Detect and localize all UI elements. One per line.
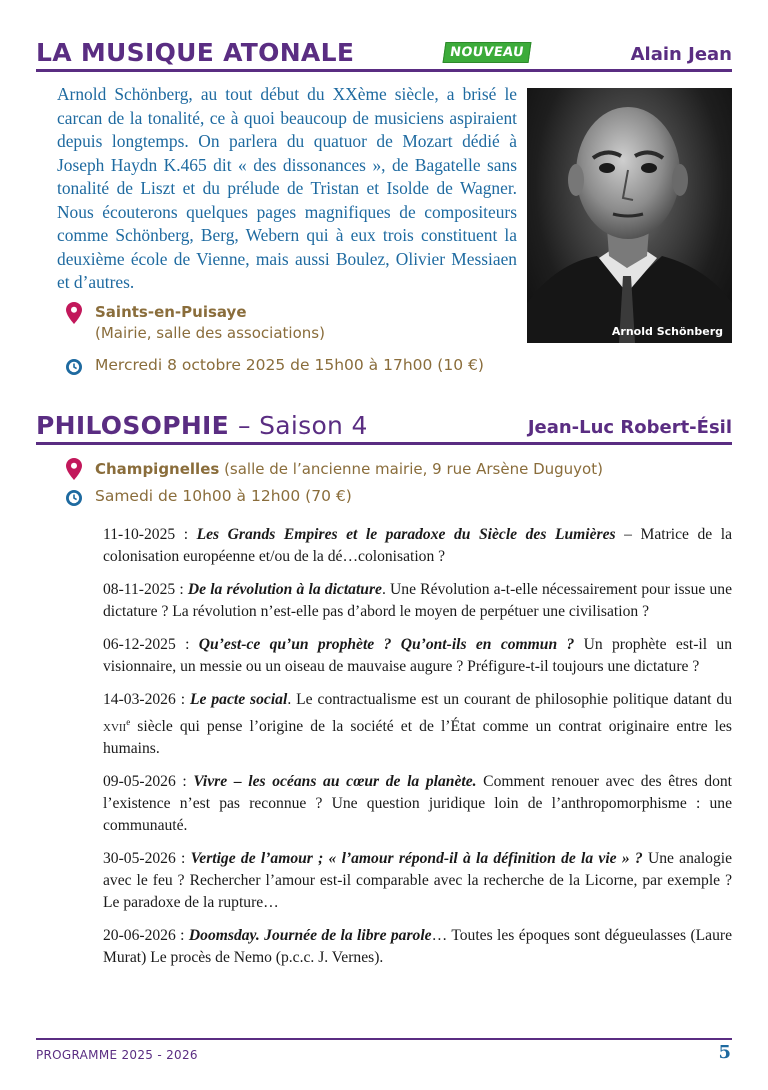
- session-date: 09-05-2026 :: [103, 773, 194, 791]
- session-item: [103, 771, 732, 837]
- section-description: Arnold Schönberg, au tout début du XXème siècle, a brisé le carcan de la tonalité, ce à quoi beaucoup de musiciens aspiraient depuis longtemps. On parlera du quatuor de Mozart dédié à Joseph Haydn K.465 dit « des dissonances », de Bagatelle sans tonalité de Liszt et du prélude de Tristan et Isolde de Wagner. Nous écouterons quelques pages magnifiques de compositeurs comme Schönberg, Berg, Webern qui à eux trois constituent la deuxième école de Vienne, mais aussi Boulez, Olivier Messiaen et d’autres.: [57, 84, 517, 292]
- map-pin-icon: [66, 302, 82, 324]
- section-subtitle: – Saison 4: [238, 411, 368, 440]
- portrait-illustration: [527, 88, 732, 343]
- session-title: De la révolution à la dictature: [187, 581, 382, 598]
- section-header-philosophie: [36, 405, 732, 445]
- schedule-text: Samedi de 10h00 à 12h00 (70 €): [95, 487, 352, 505]
- session-title: Qu’est-ce qu’un prophète ? Qu’ont-ils en commun ?: [198, 636, 575, 653]
- session-item: [103, 689, 732, 760]
- session-title: Les Grands Empires et le paradoxe du Siècle des Lumières: [196, 526, 616, 543]
- photo-caption: Arnold Schönberg: [611, 325, 723, 338]
- section-title: [36, 411, 368, 440]
- session-date: 06-12-2025 :: [103, 636, 199, 653]
- session-title: Le pacte social: [189, 691, 288, 708]
- section-header-musique: [36, 32, 732, 72]
- clock-icon: [66, 490, 82, 506]
- session-item: [103, 634, 732, 678]
- portrait-photo: [527, 88, 732, 343]
- location-detail: (Mairie, salle des associations): [95, 324, 325, 342]
- section-author: Jean-Luc Robert-Ésil: [527, 417, 732, 438]
- footer-program: PROGRAMME 2025 - 2026: [36, 1048, 198, 1062]
- section-title-main: PHILOSOPHIE: [36, 411, 230, 440]
- session-item: [103, 848, 732, 914]
- map-pin-icon: [66, 458, 82, 480]
- session-item: [103, 925, 732, 969]
- location-name: Champignelles: [95, 460, 220, 478]
- section-title: LA MUSIQUE ATONALE: [36, 38, 355, 67]
- session-text: . Le contractualisme est un courant de philosophie politique datant du: [287, 691, 733, 708]
- session-date: 20-06-2026 :: [103, 927, 189, 945]
- session-text: Un prophète est-il un visionnaire, un messie ou un oiseau de mauvaise augure ? Préfigure-t-il toujours une dictature ?: [103, 636, 733, 675]
- page-number: 5: [718, 1042, 731, 1063]
- session-text: … Toutes les époques sont dégueulasses (Laure Murat) Le procès de Nemo (p.c.c. J. Vernes).: [103, 927, 733, 967]
- section-author: Alain Jean: [630, 44, 732, 65]
- session-item: [103, 524, 732, 568]
- session-text: Comment renouer avec des êtres dont l’existence n’est pas reconnue ? Une question juridique loin de l’anthropomorphisme : une communauté.: [103, 773, 733, 835]
- clock-icon: [66, 359, 82, 375]
- session-title: Vivre – les océans au cœur de la planète.: [193, 773, 477, 791]
- location-name: Saints-en-Puisaye: [95, 303, 247, 321]
- session-date: 11-10-2025 :: [103, 526, 197, 543]
- session-title: Vertige de l’amour ; « l’amour répond-il à la définition de la vie » ?: [190, 850, 643, 868]
- session-date: 14-03-2026 :: [103, 691, 190, 708]
- session-text: – Matrice de la colonisation européenne et/ou de la dé…colonisation ?: [103, 526, 732, 565]
- schedule-text: Mercredi 8 octobre 2025 de 15h00 à 17h00 (10 €): [95, 356, 484, 374]
- session-date: 30-05-2026 :: [103, 850, 191, 868]
- session-text-end: siècle qui pense l’origine de la société et de l’État comme un contrat originaire entre les humains.: [103, 718, 732, 758]
- session-list: [103, 524, 732, 980]
- century-numeral: xvii: [103, 718, 127, 736]
- new-badge: NOUVEAU: [443, 42, 532, 63]
- session-date: 08-11-2025 :: [103, 581, 188, 598]
- session-text: Une analogie avec le feu ? Rechercher l’amour est-il comparable avec la recherche de la Licorne, par exemple ? Le paradoxe de la rupture…: [103, 850, 733, 912]
- footer-divider: [36, 1038, 732, 1040]
- schedule-line: [66, 356, 484, 375]
- session-item: [103, 579, 732, 623]
- session-text: . Une Révolution a-t-elle nécessairement pour issue une dictature ? La révolution n’est-elle pas d’abord le moyen de perpétuer une civilisation ?: [103, 581, 733, 620]
- session-title: Doomsday. Journée de la libre parole: [188, 927, 432, 945]
- schedule-line: [66, 487, 352, 506]
- century-suffix: e: [126, 717, 131, 727]
- location-detail: (salle de l’ancienne mairie, 9 rue Arsène Duguyot): [219, 460, 603, 478]
- location-line: [66, 458, 603, 480]
- location-line: [66, 302, 325, 344]
